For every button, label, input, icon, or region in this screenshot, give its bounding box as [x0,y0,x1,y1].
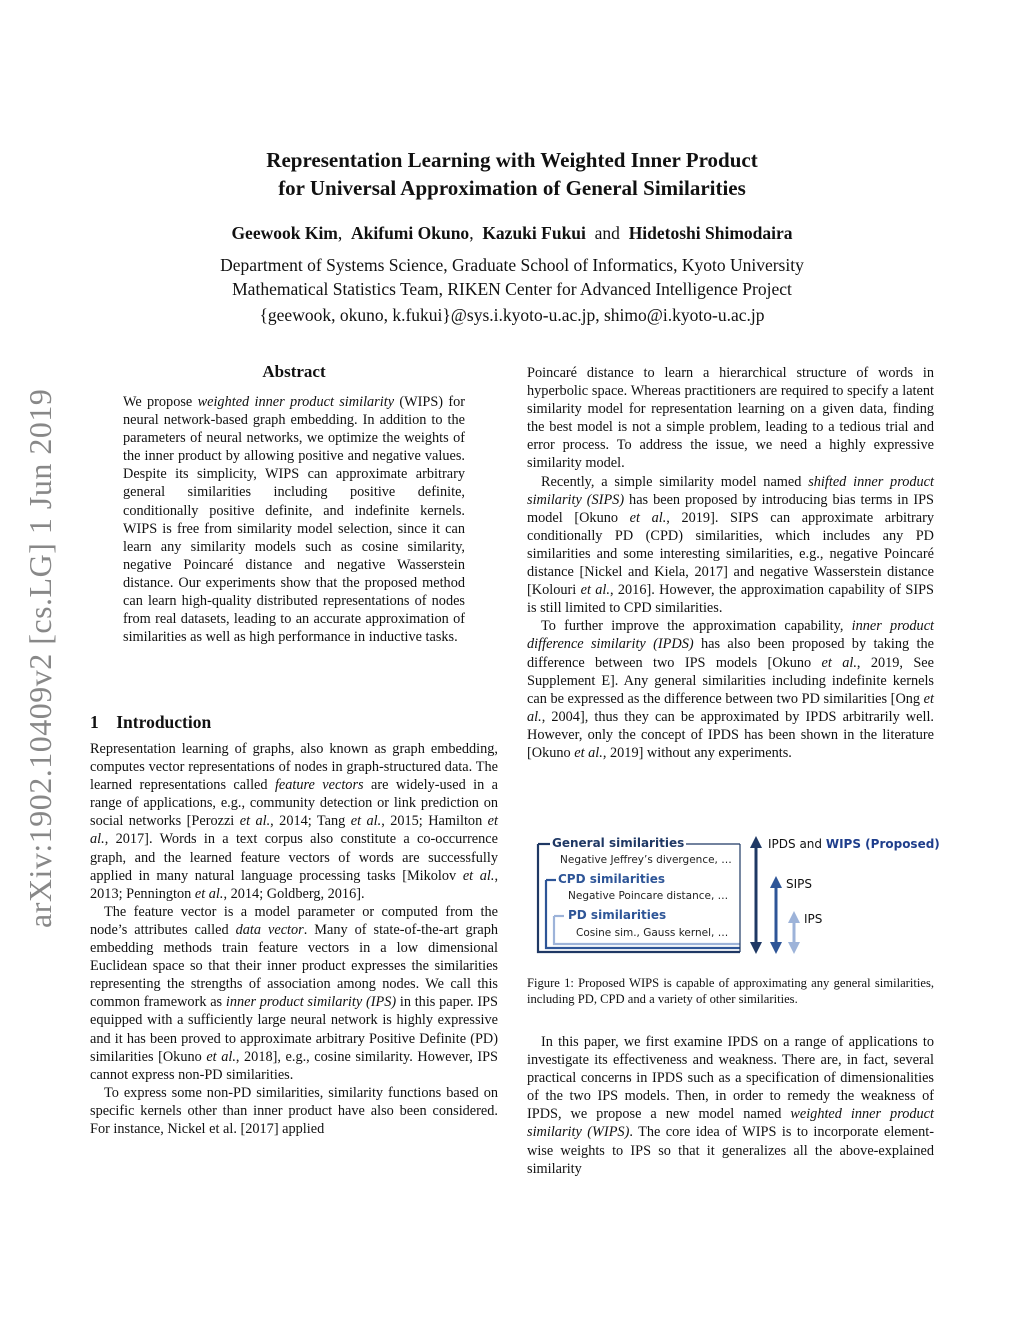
figure-1-caption: Figure 1: Proposed WIPS is capable of approximating any general similarities, including PD, CPD and a variety of other similarities. [527,976,934,1006]
intro-paragraph-3: To express some non-PD similarities, similarity functions based on specific kernels other than inner product have also been considered. For instance, Nickel et al. [2017] applied [90,1084,498,1137]
right-paragraph-1: Poincaré distance to learn a hierarchical structure of words in hyperbolic space. Whereas practitioners are required to specify a latent similarity model for representation learning on a given data, finding the best model is not a simple problem, leading to a tedious trial and error process. To address the issue, we need a highly expressive similarity model. [527,365,934,472]
intro-left-column [90,740,498,1138]
author-separator: , [337,223,343,243]
ipds-wips-label: IPDS and WIPS (Proposed) [768,837,940,851]
author-4: Hidetoshi Shimodaira [628,223,793,243]
sips-arrow-head-down [770,942,782,954]
abstract-text: We propose weighted inner product similarity (WIPS) for neural network-based graph embedding. In addition to the parameters of neural networks, we optimize the weights of the inner product by allowing positive and negative values. Despite its simplicity, WIPS can approximate arbitrary general similarities including positive definite, conditionally positive definite, and indefinite kernels. WIPS is free from similarity model selection, since it can learn any similarity models such as cosine similarity, negative Poincaré distance and negative Wasserstein distance. Our experiments show that the proposed method can learn high-quality distributed representations of nodes from real datasets, leading to an accurate approximation of similarities as well as high performance in inductive tasks. [123,394,466,646]
ips-arrow-head-up [788,911,800,923]
affiliation-line-2: Mathematical Statistics Team, RIKEN Center for Advanced Intelligence Project [232,279,792,299]
author-2: Akifumi Okuno [351,223,470,243]
author-3: Kazuki Fukui [482,223,586,243]
cpd-similarities-example: Negative Poincare distance, … [568,890,729,902]
arxiv-identifier: arXiv:1902.10409v2 [cs.LG] 1 Jun 2019 [22,388,58,928]
paper-title [0,146,1024,202]
pd-similarities-label: PD similarities [568,908,667,922]
right-column-top [527,364,934,762]
affiliation-block [0,253,1024,327]
author-list [0,223,1024,244]
ips-label: IPS [804,912,823,926]
wips-proposed-label: WIPS (Proposed) [825,837,940,851]
author-1: Geewook Kim [231,223,338,243]
abstract-heading: Abstract [262,362,326,381]
title-line-1: Representation Learning with Weighted Inner Product [266,148,758,172]
intro-paragraph-2: The feature vector is a model parameter or computed from the node’s attributes called data vector. Many of state-of-the-art graph embedding methods train feature vectors in a low dimensional Euclidean space so that their inner product expresses the similarities representing the strengths of association among nodes. We call this common framework as inner product similarity (IPS) in this paper. IPS equipped with a sufficiently large neural network is highly expressive and it has been proved to approximate arbitrary Positive Definite (PD) similarities [Okuno et al., 2018], e.g., cosine similarity. However, IPS cannot express non-PD similarities. [90,903,498,1083]
intro-paragraph-1: Representation learning of graphs, also known as graph embedding, computes vector representations of nodes in graph-structured data. The learned representations called feature vectors are widely-used in a range of applications, e.g., community detection or link prediction on social networks [Perozzi et al., 2014; Tang et al., 2015; Hamilton et al., 2017]. Words in a text corpus also constitute a co-occurrence graph, and the learned feature vectors of words are successfully applied in many natural language processing tasks [Mikolov et al., 2013; Pennington et al., 2014; Goldberg, 2016]. [90,741,499,902]
figure-1 [536,832,940,956]
right-paragraph-4: In this paper, we first examine IPDS on a range of applications to investigate its effectiveness and weakness. There are, in fact, several practical concerns in IPDS such as a specification of dimensionalities of the two IPS models. Then, in order to remedy the weakness of IPDS, we propose a new model named weighted inner product similarity (WIPS). The core idea of WIPS is to incorporate element-wise weights to IPS so that it generalizes all the above-explained similarity [527,1034,934,1177]
general-similarities-example: Negative Jeffrey’s divergence, … [560,854,732,866]
abstract-body [123,393,465,646]
pd-similarities-example: Cosine sim., Gauss kernel, … [576,927,729,939]
right-column-bottom [527,1033,934,1178]
ipds-wips-arrow-head-down [750,942,762,954]
cpd-similarities-label: CPD similarities [558,872,665,886]
ips-arrow-head-down [788,942,800,954]
title-line-2: for Universal Approximation of General Similarities [278,176,746,200]
ipds-wips-arrow-head-up [750,836,762,848]
affiliation-line-1: Department of Systems Science, Graduate School of Informatics, Kyoto University [220,255,804,275]
right-paragraph-3: To further improve the approximation capability, inner product difference similarity (IPDS) has also been proposed by taking the difference between two IPS models [Okuno et al., 2019, See Supplement E]. Any general similarities including indefinite kernels can be expressed as the difference between two PD similarities [Ong et al., 2004], thus they can be approximated by IPDS arbitrarily well. However, only the concept of IPDS has been shown in the literature [Okuno et al., 2019] without any experiments. [527,618,935,761]
author-emails: {geewook, okuno, k.fukui}@sys.i.kyoto-u.ac.jp, shimo@i.kyoto-u.ac.jp [259,305,765,325]
right-paragraph-2: Recently, a simple similarity model named shifted inner product similarity (SIPS) has been proposed by introducing bias terms in IPS model [Okuno et al., 2019]. SIPS can approximate arbitrary conditionally PD (CPD) similarities, which includes any PD similarities and some interesting similarities, e.g., negative Poincaré distance [Nickel and Kiela, 2017] and negative Wasserstein distance [Kolouri et al., 2016]. However, the approximation capability of SIPS is still limited to CPD similarities. [527,473,935,617]
author-and: and [594,223,620,243]
sips-label: SIPS [786,877,813,891]
author-separator: , [469,223,474,243]
general-similarities-label: General similarities [552,836,685,850]
section-heading-introduction: 1 Introduction [90,712,212,732]
sips-arrow-head-up [770,876,782,888]
